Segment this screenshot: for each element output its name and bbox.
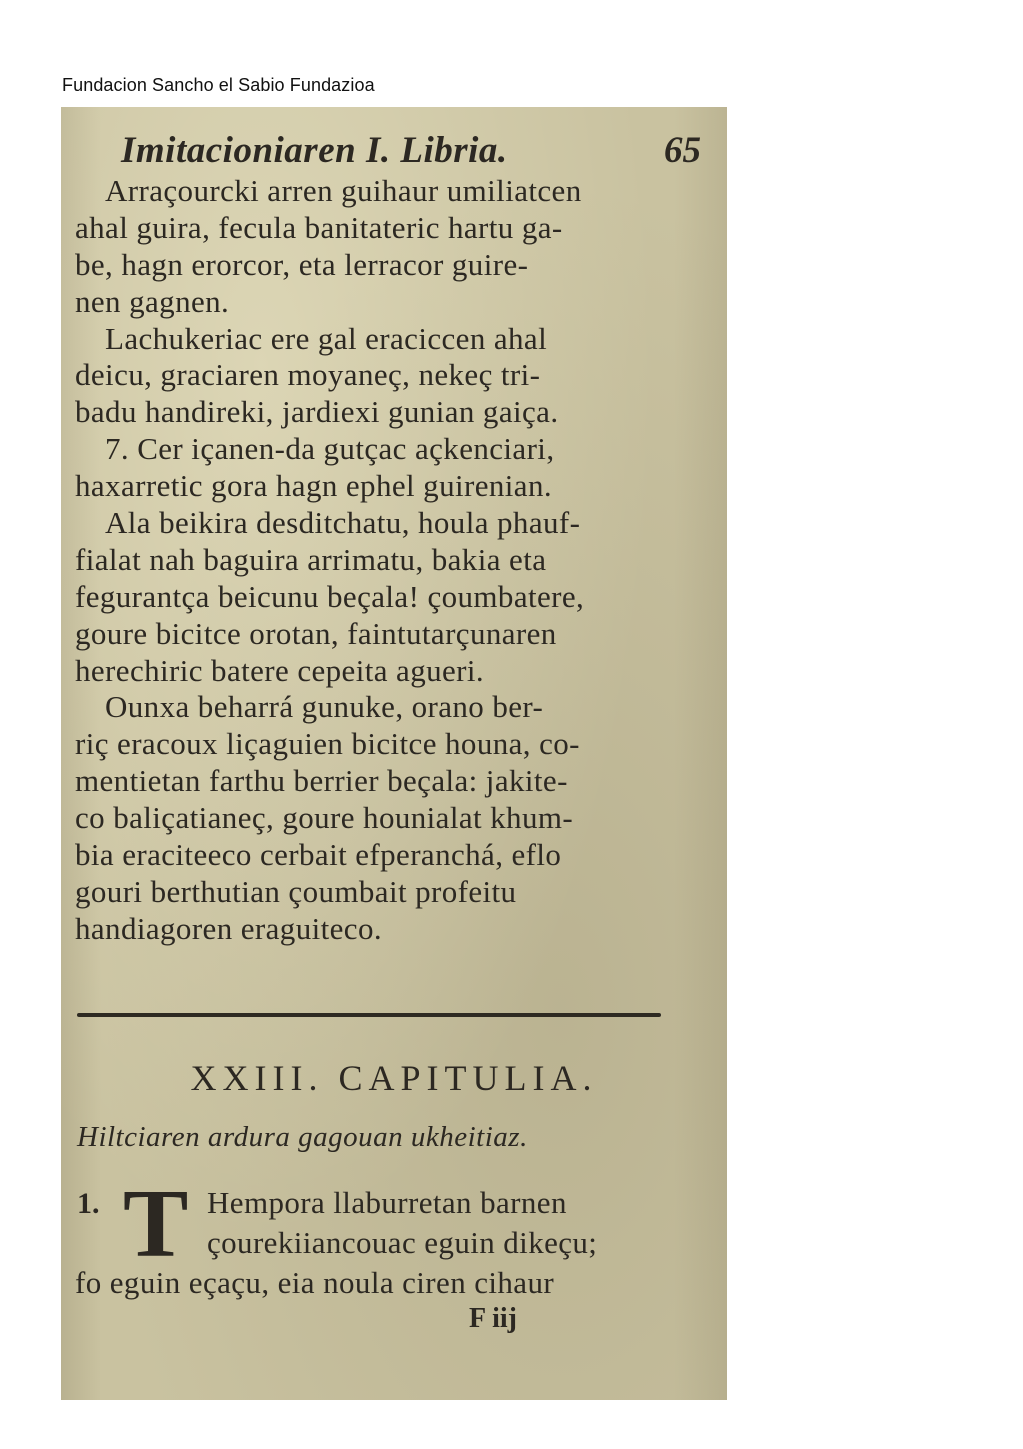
site-header: Fundacion Sancho el Sabio Fundazioa: [62, 75, 375, 95]
text-line: riç eracoux liçaguien bicitce houna, co-: [75, 726, 580, 762]
text-line: goure bicitce orotan, faintutarçunaren: [75, 615, 557, 651]
text-line: nen gagnen.: [75, 283, 230, 319]
text-line: deicu, graciaren moyaneç, nekeç tri-: [75, 357, 541, 393]
section-divider: [77, 1013, 661, 1017]
text-line: Arraçourcki arren guihaur umiliatcen: [105, 173, 582, 208]
text-line: Ounxa beharrá gunuke, orano ber-: [105, 689, 544, 725]
text-line: badu handireki, jardiexi gunian gaiça.: [75, 394, 559, 430]
text-line: gouri berthutian çoumbait profeitu: [75, 873, 517, 909]
chapter-text-line: çourekiiancouac eguin dikeçu;: [207, 1225, 598, 1260]
text-line: be, hagn erorcor, eta lerracor guire-: [75, 246, 529, 282]
running-head: [121, 129, 711, 179]
signature-mark: F iij: [469, 1303, 517, 1334]
text-line: herechiric batere cepeita agueri.: [75, 652, 485, 688]
text-line: 7. Cer içanen-da gutçac açkenciari,: [105, 431, 555, 467]
chapter-text-line: Hempora llaburretan barnen: [207, 1185, 567, 1220]
page-number: 65: [664, 130, 701, 171]
paragraph-number: 1.: [77, 1187, 100, 1220]
text-line: fialat nah baguira arrimatu, bakia eta: [75, 541, 547, 577]
scanned-page: [61, 107, 727, 1400]
text-line: fegurantça beicunu beçala! çoumbatere,: [75, 578, 585, 614]
running-title: Imitacioniaren I. Libria.: [121, 130, 508, 171]
text-line: ahal guira, fecula banitateric hartu ga-: [75, 209, 563, 245]
chapter-heading: XXIII. CAPITULIA.: [190, 1058, 598, 1098]
text-line: haxarretic gora hagn ephel guirenian.: [75, 468, 552, 504]
body-text: [75, 173, 655, 948]
chapter-text-line: fo eguin eçaçu, eia noula ciren cihaur: [75, 1265, 555, 1300]
text-line: co baliçatianeç, goure hounialat khum-: [75, 800, 574, 836]
text-line: bia eraciteeco cerbait efperanchá, eflo: [75, 837, 562, 873]
drop-cap: T: [123, 1170, 189, 1278]
text-line: handiagoren eraguiteco.: [75, 910, 382, 946]
text-line: mentietan farthu berrier beçala: jakite-: [75, 763, 568, 799]
text-line: Lachukeriac ere gal eraciccen ahal: [105, 320, 548, 356]
text-line: Ala beikira desditchatu, houla phauf-: [105, 505, 581, 541]
chapter-subtitle: Hiltciaren ardura gagouan ukheitiaz.: [77, 1121, 528, 1153]
